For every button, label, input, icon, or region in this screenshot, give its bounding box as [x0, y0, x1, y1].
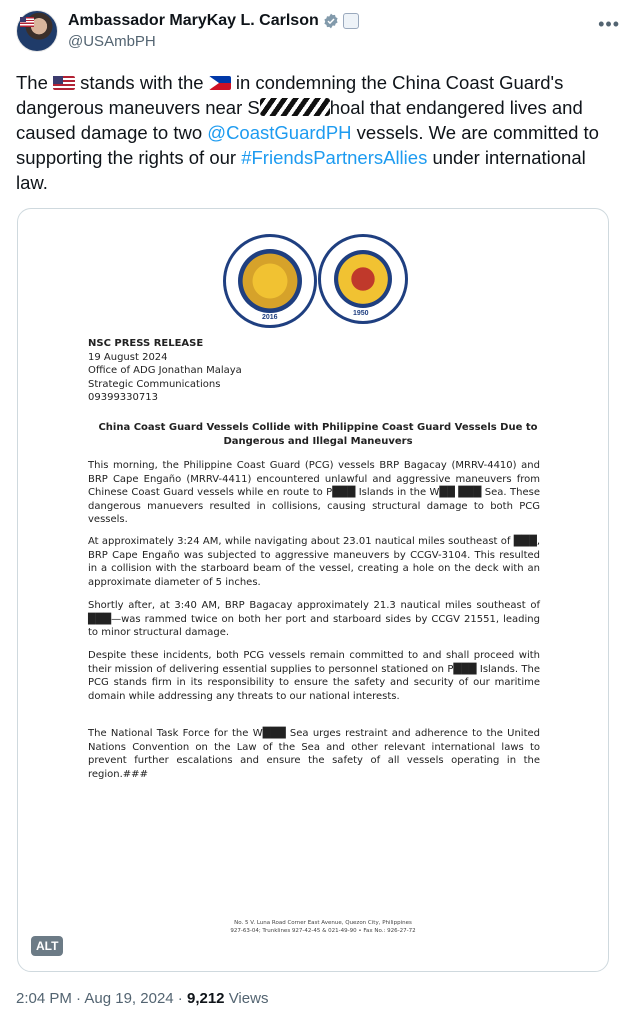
seal-year: 2016: [262, 314, 278, 321]
post-time[interactable]: 2:04 PM: [16, 990, 72, 1007]
tweet-text: [16, 70, 606, 195]
release-office: Office of ADG Jonathan Malaya: [88, 365, 242, 376]
author-display-name-row[interactable]: [68, 12, 359, 30]
hashtag-link[interactable]: #FriendsPartnersAllies: [241, 147, 428, 168]
release-paragraph: At approximately 3:24 AM, while navigating about 23.01 nautical miles southeast of ███, BRP Cape Engaño was subjected to aggressive maneuvers by CCGV-3104. This resulted in a collision with the starboard beam of the vessel, creating a hole on the deck with an approximate diameter of 5 inches.: [88, 536, 540, 588]
author-display-name[interactable]: Ambassador MaryKay L. Carlson: [68, 12, 319, 29]
press-release-image: [18, 209, 608, 971]
release-footer: [183, 919, 463, 935]
ntf-seal-logo: [223, 234, 317, 328]
seal-year: 1950: [353, 310, 369, 317]
avatar[interactable]: [16, 10, 58, 52]
release-label: NSC PRESS RELEASE: [88, 338, 204, 349]
tweet-text-part: under international law.: [16, 147, 586, 193]
redaction-scribble: [260, 98, 330, 116]
meta-separator: ·: [173, 990, 187, 1007]
tweet-text-part: vessels. We are committed to supporting the rights of our: [16, 122, 599, 168]
release-paragraph: The National Task Force for the W███ Sea urges restraint and adherence to the United Nations Convention on the Law of the Sea and other relevant international laws to prevent further escalations and ensure the safety of all vessels operating in the region.###: [88, 728, 540, 780]
post-date[interactable]: Aug 19, 2024: [84, 990, 174, 1007]
philippines-flag-emoji-icon: [209, 76, 231, 90]
author-handle[interactable]: @USAmbPH: [68, 33, 156, 50]
release-paragraph: Shortly after, at 3:40 AM, BRP Bagacay approximately 21.3 nautical miles southeast of ███—was rammed twice on both her port and starboard sides by CCGV 21551, leading to minor structural damage.: [88, 600, 540, 638]
press-release-header: [88, 337, 558, 405]
tweet-text-part: The: [16, 72, 54, 93]
footer-phones: 927-63-04; Trunklines 927-42-45 & 021-49-90 • Fax No.: 926-27-72: [230, 928, 416, 934]
release-paragraph: Despite these incidents, both PCG vessels remain committed to and shall proceed with their mission of delivering essential supplies to personnel stationed on P███ Islands. The PCG stands firm in its responsibility to ensure the safety and security of our maritime domain while addressing any threats to our national interests.: [88, 650, 540, 702]
release-paragraph: This morning, the Philippine Coast Guard (PCG) vessels BRP Bagacay (MRRV-4410) and BRP Cape Engaño (MRRV-4411) encountered unlawful and aggressive maneuvers from Chinese Coast Guard vessels while en route to P███ Islands in the W██ ███ Sea. These dangerous manuevers resulted in collisions, causing structural damage to both PCG vessels.: [88, 460, 540, 525]
government-seal-icon: [343, 13, 359, 29]
views-label: Views: [224, 990, 269, 1007]
footer-address: No. 5 V. Luna Road Corner East Avenue, Quezon City, Philippines: [234, 920, 412, 926]
release-date: 19 August 2024: [88, 351, 168, 363]
author-names: [68, 12, 359, 50]
release-phone: 09399330713: [88, 392, 158, 403]
alt-text-button[interactable]: ALT: [31, 936, 63, 956]
media-attachment[interactable]: [17, 208, 609, 972]
verified-badge-icon: [323, 13, 339, 29]
meta-separator: ·: [71, 990, 85, 1007]
tweet-text-part: hoal that endangered lives and caused damage to two: [16, 97, 583, 143]
release-unit: Strategic Communications: [88, 378, 221, 390]
us-flag-emoji-icon: [53, 76, 75, 90]
mention-link[interactable]: @CoastGuardPH: [207, 122, 352, 143]
release-headline: China Coast Guard Vessels Collide with Philippine Coast Guard Vessels Due to Dangerous and Illegal Maneuvers: [98, 422, 538, 447]
tweet-text-part: in condemning the China Coast Guard's dangerous maneuvers near S: [16, 72, 564, 118]
nsc-seal-logo: [318, 234, 408, 324]
tweet-text-part: stands with the: [75, 72, 209, 93]
more-options-icon[interactable]: •••: [598, 14, 620, 34]
us-flag-icon: [20, 17, 34, 27]
tweet-header: [16, 10, 624, 58]
views-count[interactable]: 9,212: [186, 990, 225, 1007]
tweet-meta: [16, 990, 268, 1007]
